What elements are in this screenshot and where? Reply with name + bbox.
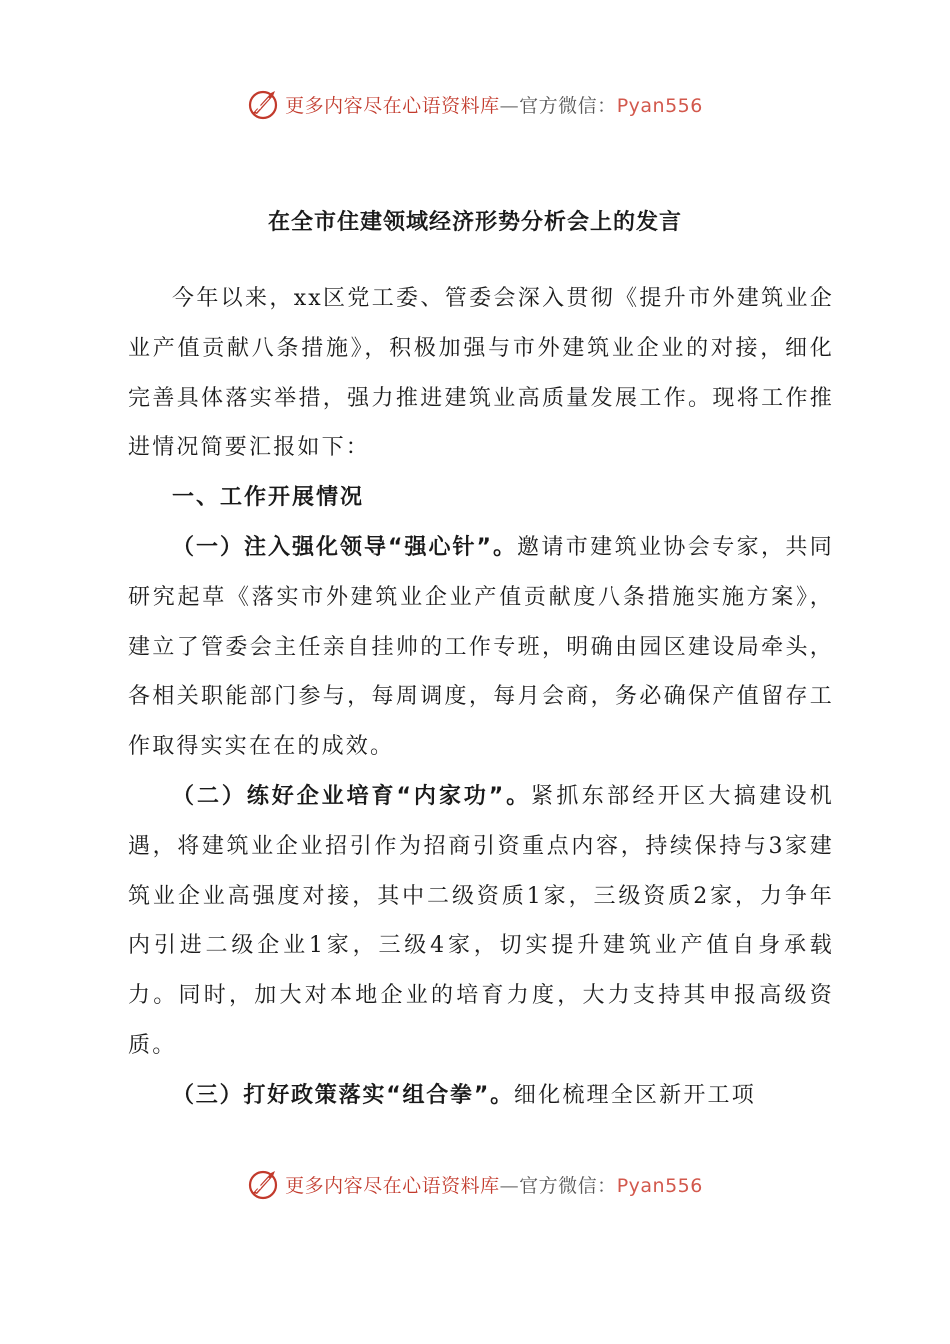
item-body: 紧抓东部经开区大搞建设机遇，将建筑业企业招引作为招商引资重点内容，持续保持与3家建筑业企业高强度对接，其中二级资质1家，三级资质2家，力争年内引进二级企业1家，三级4家，切实提升建筑业产值自身承载力。同时，加大对本地企业的培育力度，大力支持其申报高级资质。 <box>128 783 835 1058</box>
quill-pen-circle-icon <box>247 87 281 121</box>
item-lead: （一）注入强化领导“强心针”。 <box>172 534 517 560</box>
item-lead: （二）练好企业培育“内家功”。 <box>172 783 532 809</box>
item-body: 邀请市建筑业协会专家，共同研究起草《落实市外建筑业企业产值贡献度八条措施实施方案》，建立了管委会主任亲自挂帅的工作专班，明确由园区建设局牵头，各相关职能部门参与，每周调度，每月会商，务必确保产值留存工作取得实实在在的成效。 <box>128 534 835 760</box>
section-heading: 一、工作开展情况 <box>172 485 365 511</box>
item-body: 细化梳理全区新开工项 <box>513 1082 756 1108</box>
intro-paragraph: 今年以来，xx区党工委、管委会深入贯彻《提升市外建筑业企业产值贡献八条措施》，积极加强与市外建筑业企业的对接，细化完善具体落实举措，强力推进建筑业高质量发展工作。现将工作推进情况简要汇报如下： <box>128 286 834 461</box>
wechat-id: Pyan556 <box>616 94 703 117</box>
watermark-text: 更多内容尽在心语资料库—官方微信：Pyan556 <box>285 1174 703 1197</box>
item-paragraph-2 <box>128 772 834 1071</box>
item-lead: （三）打好政策落实“组合拳”。 <box>172 1082 514 1108</box>
item-paragraph-1 <box>128 523 834 772</box>
document-title: 在全市住建领域经济形势分析会上的发言 <box>267 210 682 235</box>
watermark-banner-top <box>0 84 950 124</box>
watermark-banner-bottom <box>0 1164 950 1204</box>
document-body <box>128 274 834 1121</box>
item-paragraph-3 <box>128 1071 834 1121</box>
wechat-id: Pyan556 <box>616 1174 703 1197</box>
watermark-text: 更多内容尽在心语资料库—官方微信：Pyan556 <box>285 94 703 117</box>
quill-pen-circle-icon <box>247 1167 281 1201</box>
